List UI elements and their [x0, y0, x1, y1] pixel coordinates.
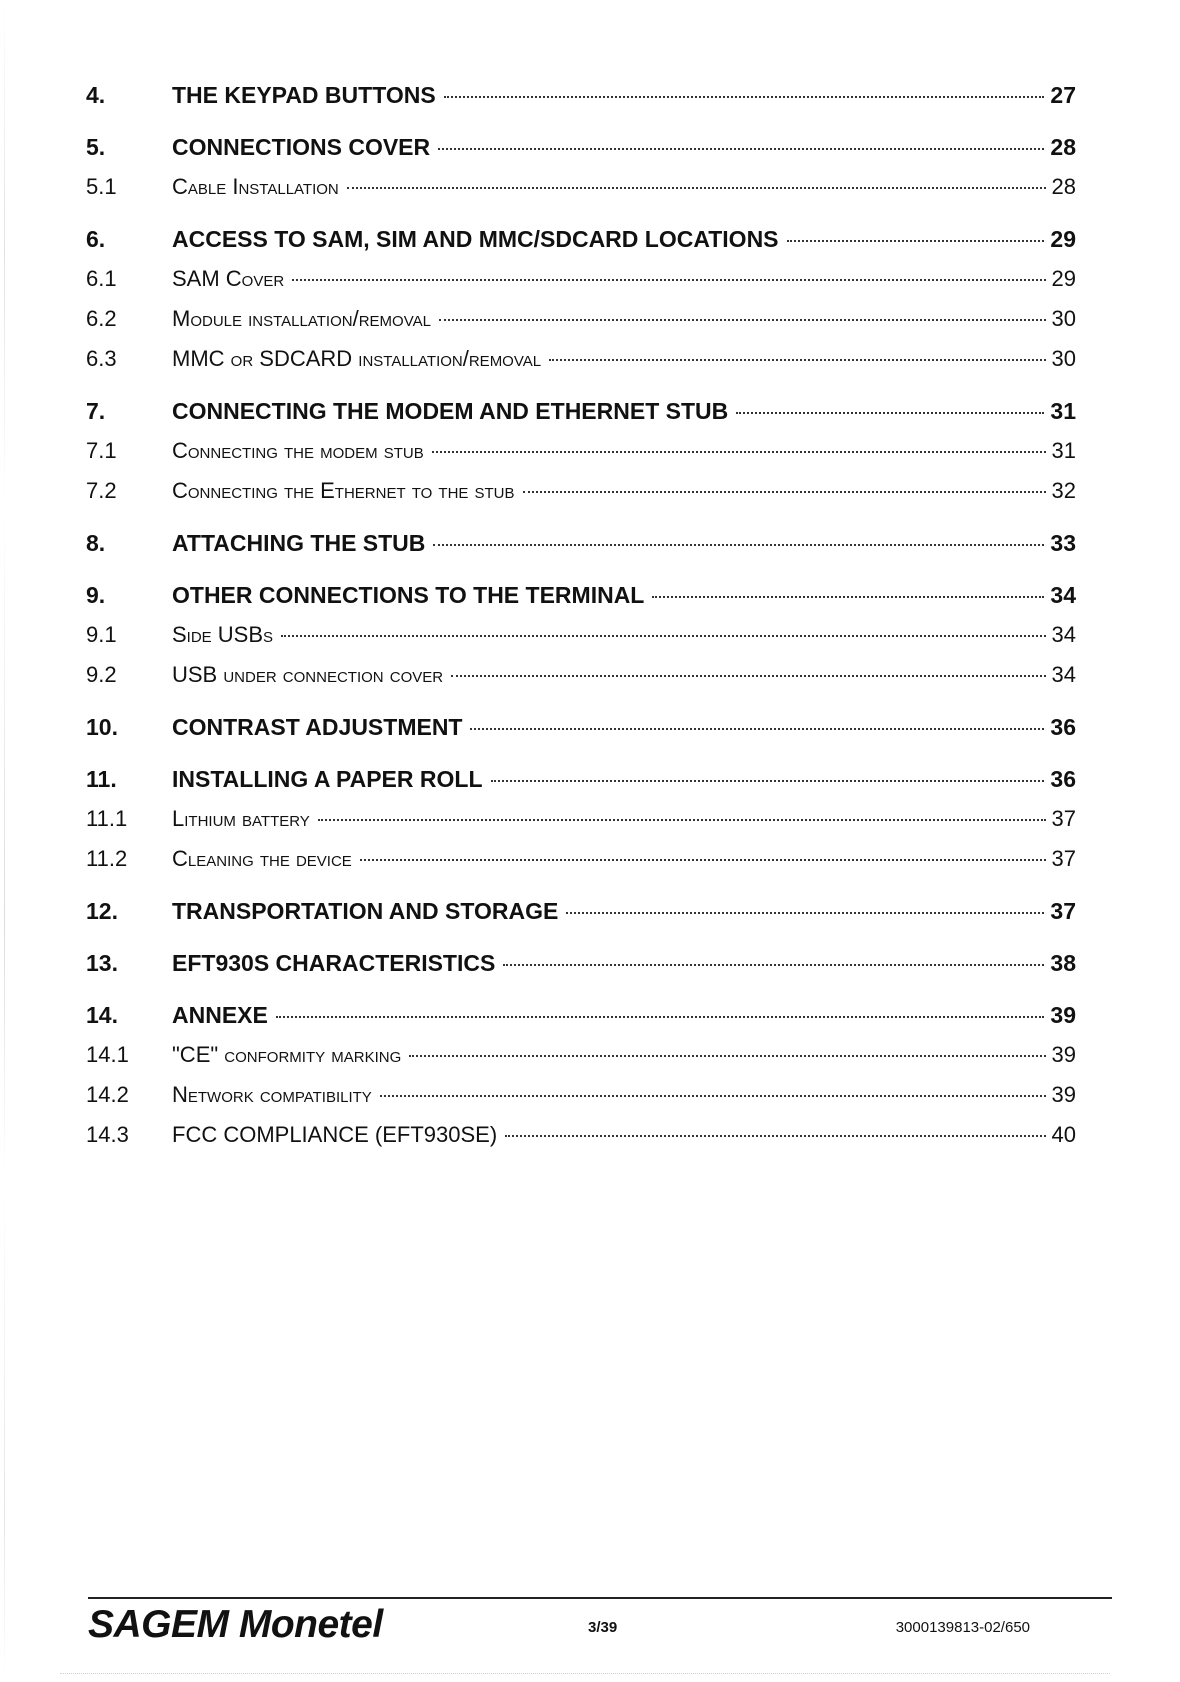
dot-leader [491, 780, 1045, 782]
toc-page-number: 29 [1050, 226, 1076, 252]
toc-page-number: 38 [1050, 950, 1076, 976]
toc-page-number: 34 [1051, 622, 1076, 647]
toc-page-number: 33 [1050, 530, 1076, 556]
toc-number: 6.3 [86, 346, 117, 371]
page-counter: 3/39 [588, 1619, 618, 1636]
toc-title: Network compatibility [172, 1082, 372, 1107]
dot-leader [432, 451, 1046, 453]
toc-section-row[interactable] [86, 478, 1076, 518]
toc-title: Side USBs [172, 622, 274, 647]
toc-number: 8. [86, 530, 106, 556]
dot-leader [549, 359, 1045, 361]
toc-title: Lithium battery [172, 806, 310, 831]
toc-number: 6.1 [86, 266, 117, 291]
toc-number: 7. [86, 398, 106, 424]
dot-leader [505, 1135, 1045, 1137]
toc-title: OTHER CONNECTIONS TO THE TERMINAL [172, 582, 645, 608]
dot-leader [523, 491, 1046, 493]
toc-title: Connecting the modem stub [172, 438, 424, 463]
dot-leader [470, 728, 1044, 730]
toc-page-number: 32 [1051, 478, 1076, 503]
toc-chapter-row[interactable] [86, 582, 1076, 622]
toc-page-number: 31 [1051, 438, 1076, 463]
toc-chapter-row[interactable] [86, 134, 1076, 174]
toc-page-number: 30 [1051, 346, 1076, 371]
toc-title: CONNECTIONS COVER [172, 134, 431, 160]
dot-leader [347, 187, 1046, 189]
toc-number: 9.1 [86, 622, 117, 647]
document-reference: 3000139813-02/650 [895, 1619, 1030, 1636]
toc-title: USB under connection cover [172, 662, 444, 687]
toc-number: 6. [86, 226, 106, 252]
toc-number: 5.1 [86, 174, 117, 199]
toc-title: INSTALLING A PAPER ROLL [172, 766, 483, 792]
toc-section-row[interactable] [86, 1042, 1076, 1082]
toc-section-row[interactable] [86, 438, 1076, 478]
toc-title: TRANSPORTATION AND STORAGE [172, 898, 559, 924]
toc-title: Cable Installation [172, 174, 339, 199]
page-footer [88, 1597, 1112, 1657]
toc-chapter-row[interactable] [86, 766, 1076, 806]
toc-chapter-row[interactable] [86, 398, 1076, 438]
dot-leader [736, 412, 1044, 414]
dot-leader [444, 96, 1045, 98]
toc-number: 14. [86, 1002, 118, 1028]
toc-chapter-row[interactable] [86, 950, 1076, 990]
toc-title: CONTRAST ADJUSTMENT [172, 714, 463, 740]
dot-leader [566, 912, 1044, 914]
toc-page-number: 37 [1050, 898, 1076, 924]
toc-title: ANNEXE [172, 1002, 268, 1028]
toc-page-number: 37 [1051, 846, 1076, 871]
toc-number: 12. [86, 898, 118, 924]
toc-page-number: 39 [1051, 1082, 1076, 1107]
dot-leader [380, 1095, 1046, 1097]
toc-page-number: 39 [1051, 1042, 1076, 1067]
toc-section-row[interactable] [86, 306, 1076, 346]
toc-section-row[interactable] [86, 806, 1076, 846]
toc-page-number: 34 [1051, 662, 1076, 687]
dot-leader [292, 279, 1045, 281]
toc-number: 14.2 [86, 1082, 129, 1107]
toc-number: 7.2 [86, 478, 117, 503]
dot-leader [409, 1055, 1045, 1057]
toc-title: SAM Cover [172, 266, 285, 291]
toc-title: FCC COMPLIANCE (EFT930SE) [172, 1122, 498, 1147]
toc-number: 14.3 [86, 1122, 129, 1147]
toc-section-row[interactable] [86, 174, 1076, 214]
toc-number: 10. [86, 714, 118, 740]
toc-page-number: 37 [1051, 806, 1076, 831]
toc-title: Cleaning the device [172, 846, 352, 871]
dot-leader [438, 148, 1044, 150]
toc-chapter-row[interactable] [86, 898, 1076, 938]
toc-page-number: 29 [1051, 266, 1076, 291]
toc-title: THE KEYPAD BUTTONS [172, 82, 436, 108]
toc-page-number: 28 [1050, 134, 1076, 160]
toc-number: 11.2 [86, 846, 128, 871]
toc-section-row[interactable] [86, 346, 1076, 386]
toc-number: 13. [86, 950, 118, 976]
dot-leader [787, 240, 1045, 242]
toc-page-number: 40 [1051, 1122, 1076, 1147]
toc-page-number: 36 [1050, 714, 1076, 740]
dot-leader [276, 1016, 1045, 1018]
toc-number: 7.1 [86, 438, 117, 463]
toc-number: 11.1 [86, 806, 128, 831]
toc-page-number: 36 [1050, 766, 1076, 792]
toc-section-row[interactable] [86, 1122, 1076, 1162]
dot-leader [360, 859, 1046, 861]
toc-section-row[interactable] [86, 846, 1076, 886]
sagem-monetel-logo: SAGEM Monetel [88, 1603, 383, 1646]
footer-rule [88, 1597, 1112, 1599]
dot-leader [433, 544, 1044, 546]
toc-number: 9. [86, 582, 106, 608]
toc-chapter-row[interactable] [86, 226, 1076, 266]
toc-page-number: 27 [1050, 82, 1076, 108]
dot-leader [281, 635, 1045, 637]
dot-leader [451, 675, 1045, 677]
scan-edge-artifact [4, 0, 5, 1682]
toc-page-number: 31 [1050, 398, 1076, 424]
toc-number: 9.2 [86, 662, 117, 687]
scan-dots-artifact [60, 1672, 1110, 1674]
table-of-contents [86, 82, 1076, 1162]
toc-chapter-row[interactable] [86, 530, 1076, 570]
toc-section-row[interactable] [86, 266, 1076, 306]
toc-page-number: 28 [1051, 174, 1076, 199]
toc-title: ACCESS TO SAM, SIM AND MMC/SDCARD LOCATIONS [172, 226, 779, 252]
toc-page-number: 30 [1051, 306, 1076, 331]
dot-leader [503, 964, 1044, 966]
toc-chapter-row[interactable] [86, 714, 1076, 754]
toc-section-row[interactable] [86, 622, 1076, 662]
toc-title: EFT930S CHARACTERISTICS [172, 950, 496, 976]
toc-title: "CE" conformity marking [172, 1042, 402, 1067]
toc-title: ATTACHING THE STUB [172, 530, 426, 556]
toc-page-number: 39 [1050, 1002, 1076, 1028]
toc-page-number: 34 [1050, 582, 1076, 608]
toc-section-row[interactable] [86, 1082, 1076, 1122]
toc-section-row[interactable] [86, 662, 1076, 702]
dot-leader [652, 596, 1044, 598]
toc-title: Connecting the Ethernet to the stub [172, 478, 515, 503]
toc-title: MMC or SDCARD installation/removal [172, 346, 542, 371]
dot-leader [439, 319, 1046, 321]
toc-number: 11. [86, 766, 117, 792]
dot-leader [318, 819, 1046, 821]
toc-number: 6.2 [86, 306, 117, 331]
toc-title: CONNECTING THE MODEM AND ETHERNET STUB [172, 398, 729, 424]
toc-title: Module installation/removal [172, 306, 431, 331]
toc-chapter-row[interactable] [86, 1002, 1076, 1042]
toc-number: 14.1 [86, 1042, 129, 1067]
toc-chapter-row[interactable] [86, 82, 1076, 122]
toc-number: 4. [86, 82, 106, 108]
toc-number: 5. [86, 134, 106, 160]
